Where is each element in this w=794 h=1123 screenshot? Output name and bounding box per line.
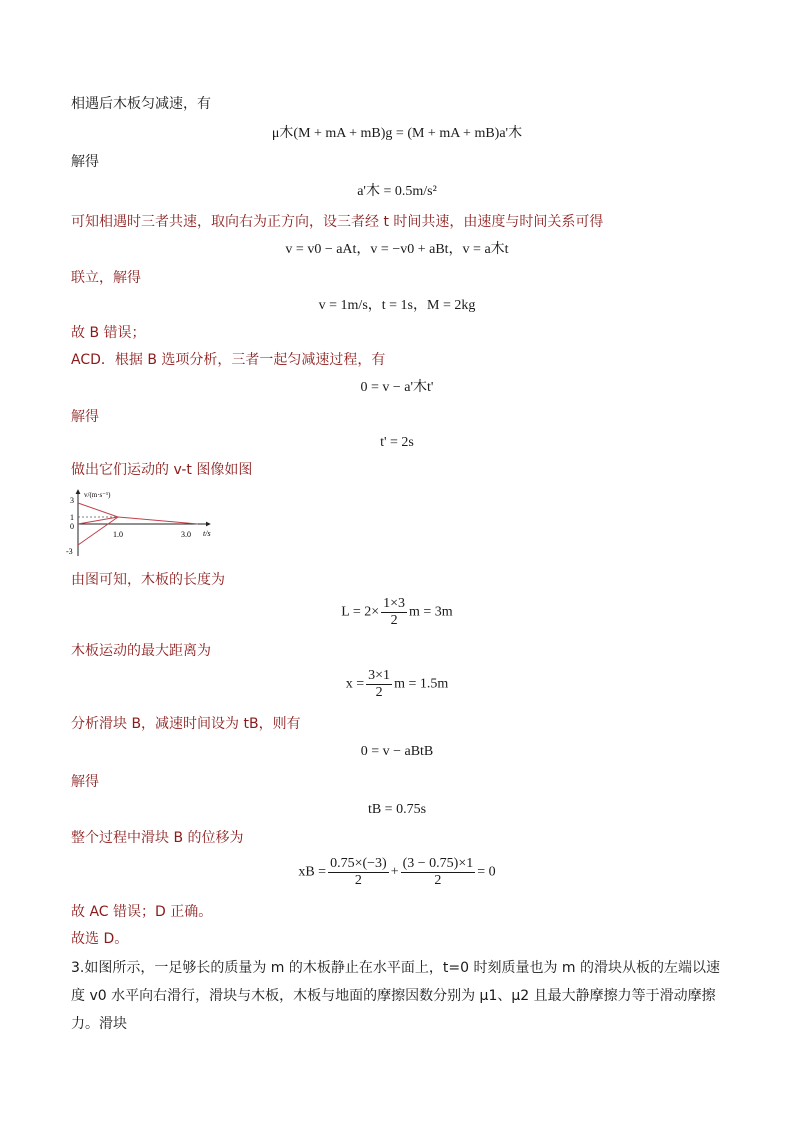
equation-length — [0, 596, 794, 629]
eq-part: + — [390, 864, 399, 880]
text-line: 木板运动的最大距离为 — [71, 643, 211, 659]
denominator: 2 — [375, 685, 383, 700]
eq-part: m = 3m — [409, 604, 453, 620]
vt-series-line-2 — [78, 517, 198, 524]
equation-displacement — [0, 856, 794, 889]
eq-part: m = 1.5m — [394, 676, 449, 692]
eq-part: xB = — [298, 864, 327, 880]
equation: 0 = v − a'木t' — [360, 380, 434, 395]
y-axis-label: v/(m·s⁻¹) — [84, 491, 111, 499]
x-tick-label: 1.0 — [113, 530, 123, 539]
y-tick-label: 1 — [70, 513, 74, 522]
eq-part: L = 2× — [341, 604, 380, 620]
text-line: 故选 D。 — [71, 931, 129, 947]
text-line: 解得 — [71, 154, 99, 170]
text-line: 解得 — [71, 774, 99, 790]
denominator: 2 — [434, 873, 442, 888]
question-3-text: 3.如图所示，一足够长的质量为 m 的木板静止在水平面上，t=0 时刻质量也为 m 的滑块从板的左端以速度 v0 水平向右滑行，滑块与木板，木板与地面的摩擦因数分别为 μ1、μ2 且最大静摩擦力等于滑动摩擦力。滑块 — [71, 960, 721, 1032]
x-axis-label: t/s — [203, 529, 211, 538]
text-line: 故 AC 错误；D 正确。 — [71, 904, 213, 920]
equation: μ木(M + mA + mB)g = (M + mA + mB)a'木 — [271, 126, 523, 141]
text-line: 整个过程中滑块 B 的位移为 — [71, 830, 244, 846]
equation: t' = 2s — [380, 435, 414, 450]
numerator: (3 − 0.75)×1 — [402, 856, 474, 871]
y-tick-label: 0 — [70, 522, 74, 531]
numerator: 0.75×(−3) — [330, 856, 387, 871]
text-line: 分析滑块 B，减速时间设为 tB，则有 — [71, 716, 301, 732]
equation: a'木 = 0.5m/s² — [357, 184, 437, 199]
equation: 0 = v − aBtB — [360, 744, 434, 759]
denominator: 2 — [354, 873, 362, 888]
numerator: 1×3 — [383, 596, 406, 611]
text-line: ACD．根据 B 选项分析，三者一起匀减速过程，有 — [71, 352, 386, 368]
text-line: 联立，解得 — [71, 270, 141, 286]
text-line: 由图可知，木板的长度为 — [71, 572, 225, 588]
equation: v = v0 − aAt，v = −v0 + aBt，v = a木t — [285, 242, 509, 257]
text-line: 解得 — [71, 409, 99, 425]
text-line: 故 B 错误； — [71, 325, 146, 341]
denominator: 2 — [390, 613, 398, 628]
equation: tB = 0.75s — [367, 802, 427, 817]
vt-series-line-1 — [78, 517, 118, 545]
y-tick-label: -3 — [66, 547, 73, 556]
eq-part: x = — [345, 676, 365, 692]
equation: v = 1m/s，t = 1s，M = 2kg — [318, 298, 476, 313]
vt-graph — [60, 486, 220, 558]
text-line: 做出它们运动的 v-t 图像如图 — [71, 462, 253, 478]
text-line: 可知相遇时三者共速，取向右为正方向，设三者经 t 时间共速，由速度与时间关系可得 — [71, 214, 604, 230]
y-tick-label: 3 — [70, 496, 74, 505]
x-tick-label: 3.0 — [181, 530, 191, 539]
fraction — [328, 856, 389, 889]
fraction — [366, 668, 392, 701]
text-line: 相遇后木板匀减速，有 — [71, 96, 211, 112]
eq-part: = 0 — [477, 864, 496, 880]
numerator: 3×1 — [368, 668, 391, 683]
vt-series-line-0 — [78, 503, 118, 517]
fraction — [381, 596, 407, 629]
fraction — [401, 856, 476, 889]
equation-distance — [0, 668, 794, 701]
